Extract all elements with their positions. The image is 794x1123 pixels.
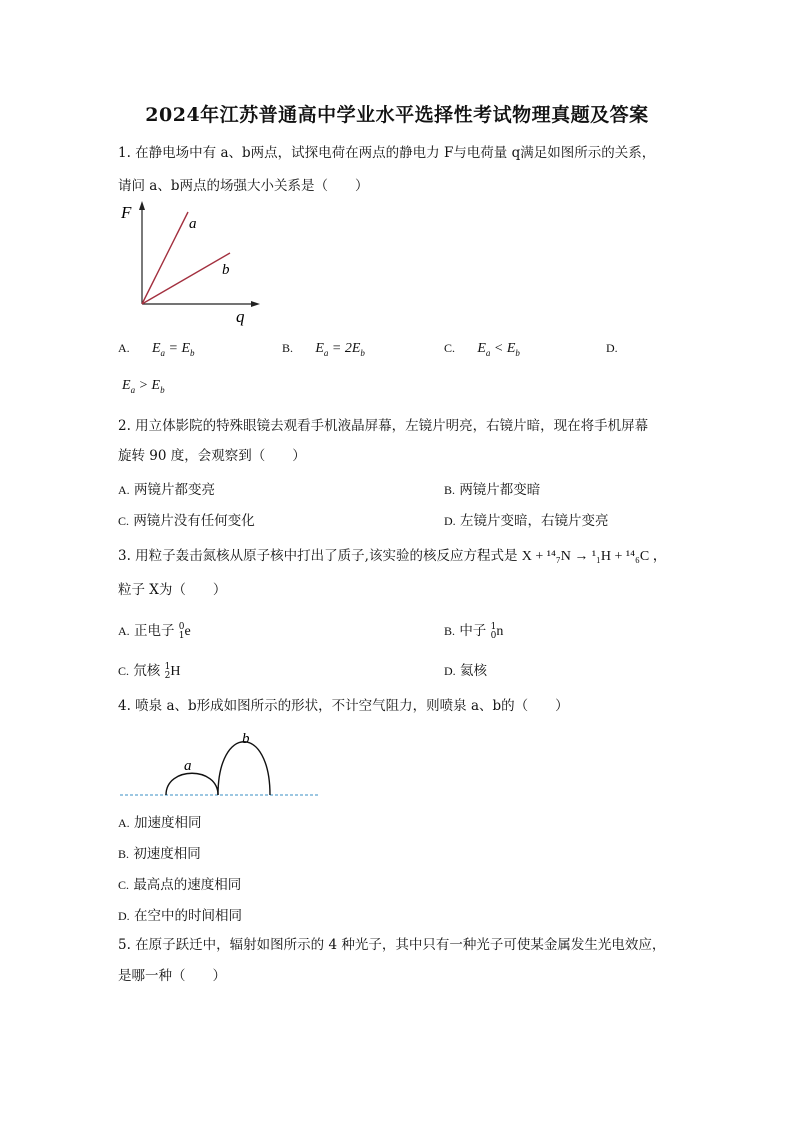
q1-y-label: F: [121, 203, 132, 222]
option-label: D.: [606, 341, 618, 355]
option-label: C.: [118, 514, 130, 528]
q4-option-c: [118, 873, 241, 893]
q5-line1: 5. 在原子跃迁中，辐射如图所示的 4 种光子，其中只有一种光子可使某金属发生光电效应，: [118, 937, 666, 953]
option-text: 最高点的速度相同: [133, 877, 242, 893]
mass-number: 0: [178, 621, 185, 632]
option-label: A.: [118, 816, 130, 830]
option-text: 正电子: [133, 623, 175, 639]
q4-option-b: [118, 842, 201, 862]
option-label: B.: [282, 341, 294, 355]
charge-number: 2: [164, 670, 171, 681]
mass-number: 1: [164, 661, 171, 672]
q4-fountain-diagram: [118, 726, 323, 802]
q4-option-d: [118, 904, 242, 924]
q1-label-b: b: [222, 262, 230, 278]
q4-option-a: [118, 811, 201, 831]
q3-option-c: [118, 659, 180, 681]
q2-option-a: [118, 478, 215, 498]
option-label: A.: [118, 341, 130, 355]
option-label: B.: [444, 483, 456, 497]
option-text: 加速度相同: [133, 815, 202, 831]
q2-option-d: [444, 509, 608, 529]
q3-option-b: [444, 619, 503, 641]
q1-x-label: q: [236, 307, 245, 326]
q1-x-arrow: [251, 301, 260, 307]
mass-number: 1: [490, 621, 497, 632]
option-text: 在空中的时间相同: [133, 908, 242, 924]
q2-line1: 2. 用立体影院的特殊眼镜去观看手机液晶屏幕，左镜片明亮，右镜片暗，现在将手机屏幕: [118, 418, 649, 434]
option-text: 两镜片都变暗: [459, 482, 541, 498]
q3-option-a: [118, 619, 191, 641]
option-label: C.: [118, 664, 130, 678]
q1-graph: [118, 198, 263, 326]
q1-option-d-expr: $E_a > E_b$: [122, 378, 165, 395]
q3-line1: [118, 546, 667, 567]
option-label: C.: [444, 341, 456, 355]
q1-line2: 请问 a、b两点的场强大小关系是（ ）: [118, 178, 369, 194]
option-text: 初速度相同: [133, 846, 201, 862]
nuclide-symbol: n: [496, 624, 504, 639]
q1-option-c-expr: $E_a < E_b$: [477, 341, 520, 358]
option-label: B.: [444, 624, 456, 638]
option-label: D.: [118, 909, 130, 923]
option-text: 左镜片变暗，右镜片变亮: [459, 513, 609, 529]
q4-arc-b: [218, 742, 270, 795]
q3-line1-text: 3. 用粒子轰击氮核从原子核中打出了质子,该实验的核反应方程式是: [118, 548, 518, 564]
option-label: C.: [118, 878, 130, 892]
option-label: A.: [118, 624, 130, 638]
q4-label-a: a: [184, 758, 192, 774]
nuclide-symbol: H: [170, 664, 181, 679]
q1-option-c: [444, 340, 520, 358]
q2-option-c: [118, 509, 255, 529]
q1-option-a: [118, 340, 195, 358]
option-text: 中子: [459, 623, 487, 639]
q1-line1: 1. 在静电场中有 a、b两点，试探电荷在两点的静电力 F与电荷量 q满足如图所示的关系，: [118, 145, 656, 161]
q4-label-b: b: [242, 731, 250, 747]
q1-y-arrow: [139, 201, 145, 210]
option-label: D.: [444, 514, 456, 528]
q4-arc-a: [166, 773, 218, 795]
q2-line2: 旋转 90 度，会观察到（ ）: [118, 448, 306, 464]
option-text: 氦核: [459, 663, 487, 679]
q2-option-b: [444, 478, 540, 498]
nuclide-symbol: e: [184, 624, 191, 639]
option-text: 两镜片都变亮: [133, 482, 215, 498]
q3-equation: X + ¹⁴₇N → ¹₁H + ¹⁴₆C ，: [521, 549, 667, 564]
q1-option-a-expr: $E_a = E_b$: [151, 341, 195, 358]
q3-option-d: [444, 659, 487, 679]
option-label: A.: [118, 483, 130, 497]
option-text: 两镜片没有任何变化: [133, 513, 255, 529]
q1-option-b: [282, 340, 365, 358]
q1-option-b-expr: $E_a = 2E_b$: [315, 341, 365, 358]
q1-label-a: a: [189, 216, 197, 232]
charge-number: 0: [490, 630, 497, 641]
q3-line2: 粒子 X为（ ）: [118, 582, 227, 598]
q5-line2: 是哪一种（ ）: [118, 968, 226, 984]
q4-line1: 4. 喷泉 a、b形成如图所示的形状，不计空气阻力，则喷泉 a、b的（ ）: [118, 698, 569, 714]
option-text: 氘核: [133, 663, 161, 679]
document-title: 2024年江苏普通高中学业水平选择性考试物理真题及答案: [145, 104, 649, 126]
q1-option-d: [606, 340, 618, 356]
option-label: B.: [118, 847, 130, 861]
charge-number: 1: [178, 630, 185, 641]
option-label: D.: [444, 664, 456, 678]
